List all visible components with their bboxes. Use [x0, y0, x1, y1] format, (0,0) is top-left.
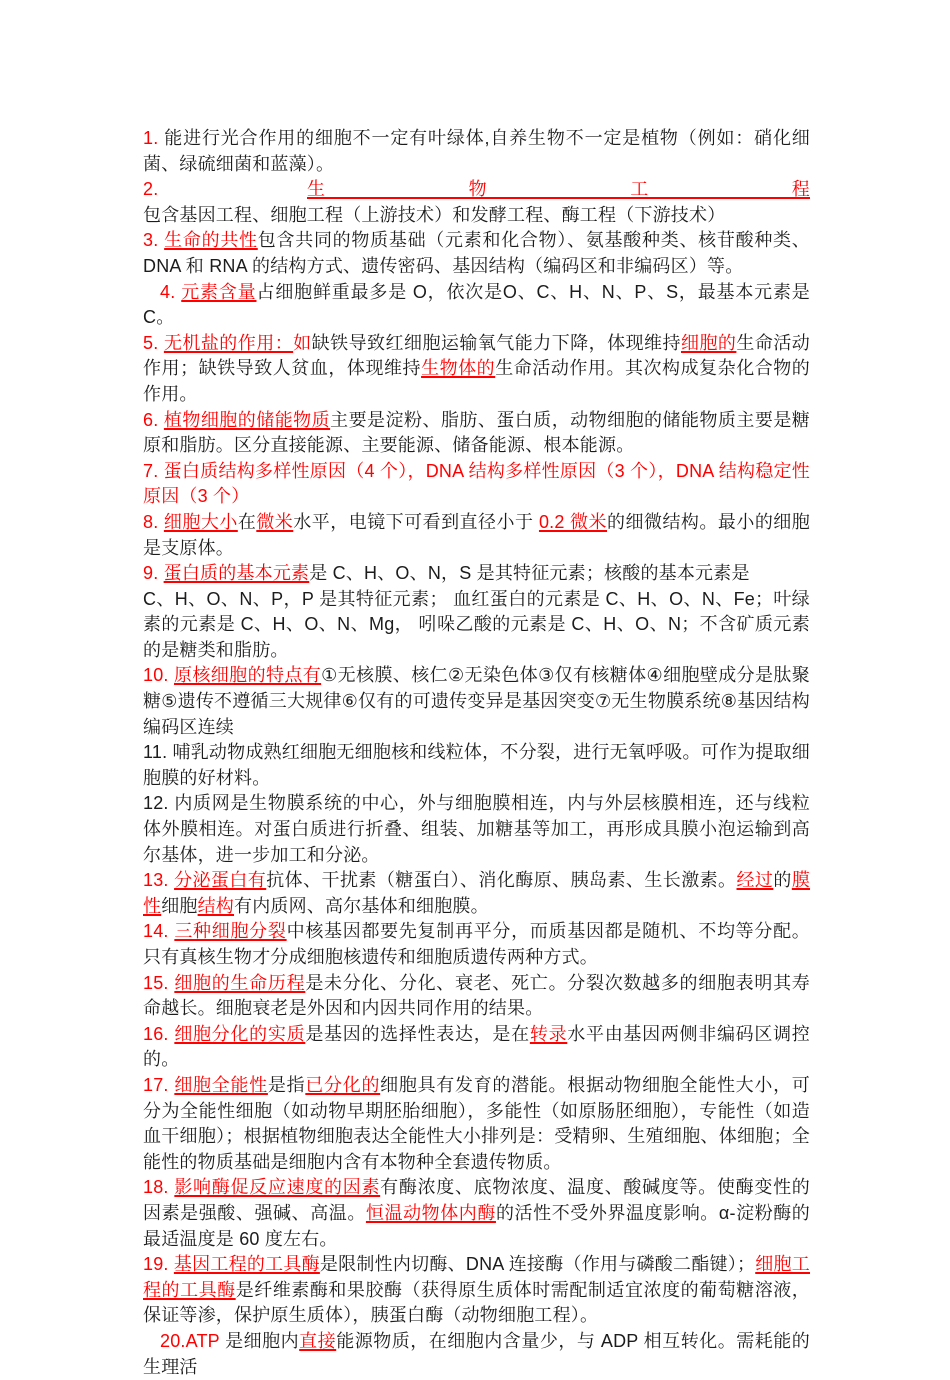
highlighted-term: 膜性	[143, 870, 811, 916]
item-16	[143, 1022, 810, 1073]
highlighted-term: 原核细胞的特点有	[174, 665, 322, 686]
item-6	[143, 408, 810, 459]
red-text: 3.	[143, 230, 165, 251]
body-text: 是 C、H、O、N，S 是其特征元素；核酸的基本元素是	[309, 563, 750, 584]
item-15	[143, 971, 810, 1022]
red-text: 10.	[143, 665, 175, 686]
highlighted-term: 结构	[197, 895, 235, 916]
body-text: 在	[237, 511, 257, 532]
body-text: 细胞	[161, 895, 198, 916]
body-text: 水平，电镜下可看到直径小于	[293, 511, 539, 532]
item-12	[143, 791, 810, 868]
highlighted-term: 植物细胞的储能物质	[163, 409, 331, 430]
item-8	[143, 510, 810, 561]
body-text: 能进行光合作用的细胞不一定有叶绿体,自养生物不一定是植物（例如：硝化细菌、绿硫细菌和蓝藻）。	[143, 128, 810, 174]
body-text: 主要是淀粉、脂肪、蛋白质，动物细胞的储能物质主要是糖原和脂肪。区分直接能源、主要能源、储备能源、根本能源。	[143, 409, 810, 456]
body-text: 缺铁导致红细胞运输氧气能力下降，体现维持	[311, 332, 681, 353]
highlighted-term: 三种细胞分裂	[174, 921, 287, 942]
body-text: 是指	[267, 1074, 306, 1095]
body-text: 包含基因工程、细胞工程（上游技术）和发酵工程、酶工程（下游技术）	[143, 204, 726, 225]
highlighted-term: 细胞大小	[163, 511, 238, 532]
highlighted-term: 无机盐的作用：	[163, 332, 294, 353]
item-2	[143, 177, 810, 228]
highlighted-term: 分泌蛋白有	[174, 870, 267, 891]
red-text: 如	[293, 332, 312, 353]
body-text: 是基因的选择性表达，是在	[305, 1023, 530, 1044]
red-text: 13.	[143, 870, 175, 891]
highlighted-term: 蛋白质的基本元素	[163, 563, 310, 584]
red-text: 19.	[143, 1254, 174, 1275]
body-text: 能源物质，在细胞内含量少，与 ADP 相互转化。需耗能的生理活	[143, 1330, 810, 1377]
body-text: 是未分化、分化、衰老、死亡。分裂次数越多的细胞表明其寿命越长。细胞衰老是外因和内因共同作用的结果。	[143, 972, 811, 1019]
body-text: 的活性不受外界温度影响。α-淀粉酶的最适温度是 60 度左右。	[143, 1202, 810, 1249]
highlighted-term: 生命的共性	[164, 230, 258, 251]
body-text: 12. 内质网是生物膜系统的中心，外与细胞膜相连，内与外层核膜相连，还与线粒体外膜相连。对蛋白质进行折叠、组装、加糖基等加工，再形成具膜小泡运输到高尔基体，进一步加工和分泌。	[143, 793, 810, 865]
body-text: 中核基因都要先复制再平分，而质基因都是随机、不均等分配。只有真核生物才分成细胞核遗传和细胞质遗传两种方式。	[143, 921, 810, 967]
red-text: 2.	[143, 179, 308, 200]
highlighted-term: 0.2 微米	[538, 511, 608, 532]
item-20	[143, 1329, 810, 1380]
body-text: 有酶浓度、底物浓度、温度、酸碱度等。使酶变性的因素是强酸、强碱、高温。	[143, 1177, 811, 1223]
highlighted-term: 微米	[256, 511, 294, 532]
item-19	[143, 1252, 810, 1329]
body-text: 生命活动作用。其次构成复杂化合物的作用。	[143, 358, 811, 404]
body-text: 有内质网、高尔基体和细胞膜。	[234, 895, 489, 916]
highlighted-term: 细胞的	[680, 332, 737, 353]
red-text: 17.	[143, 1074, 175, 1095]
item-18	[143, 1175, 810, 1252]
body-text: 是纤维素酶和果胶酶（获得原生质体时需配制适宜浓度的葡萄糖溶液，保证等渗，保护原生质体），胰蛋白酶（动物细胞工程）。	[143, 1279, 810, 1326]
body-text: 生命活动作用；缺铁导致人贫血，体现维持	[143, 332, 810, 379]
item-10	[143, 663, 810, 740]
red-text: 18.	[143, 1177, 175, 1198]
body-text: 的细微结构。最小的细胞是支原体。	[143, 511, 810, 558]
body-text: C、H、O、N、P，P 是其特征元素； 血红蛋白的元素是 C、H、O、N、Fe；叶绿素的元素是 C、H、O、N、Mg， 吲哚乙酸的元素是 C、H、O、N；不含矿质元素的是糖类和脂肪。	[143, 588, 810, 660]
red-text: 7. 蛋白质结构多样性原因（4 个），DNA 结构多样性原因（3 个），DNA 结构稳定性原因（3 个）	[143, 460, 810, 507]
highlighted-term: 生物体的	[421, 358, 496, 379]
item-1	[143, 126, 810, 177]
highlighted-term: 细胞分化的实质	[174, 1023, 306, 1044]
item-9	[143, 561, 810, 663]
item-3	[143, 228, 810, 279]
item-7	[143, 459, 810, 510]
body-text: 占细胞鲜重最多是 O，依次是O、C、H、N、P、S，最基本元素是 C。	[143, 281, 810, 328]
red-text: 8.	[143, 511, 164, 532]
highlighted-term: 元素含量	[181, 281, 257, 302]
highlighted-term: 细胞全能性	[174, 1074, 268, 1095]
item-4	[143, 280, 810, 331]
body-text: 细胞具有发育的潜能。根据动物细胞全能性大小，可分为全能性细胞（如动物早期胚胎细胞），多能性（如原肠胚细胞），专能性（如造血干细胞）；根据植物细胞表达全能性大小排列是：受精卵、生殖细胞、体细胞；全能性的物质基础是细胞内含有本物种全套遗传物质。	[143, 1074, 810, 1172]
body-text: 11. 哺乳动物成熟红细胞无细胞核和线粒体，不分裂，进行无氧呼吸。可作为提取细胞膜的好材料。	[143, 742, 810, 788]
highlighted-term: 已分化的	[305, 1074, 381, 1095]
red-text: 20.ATP	[160, 1330, 220, 1351]
highlighted-term: 细胞工程的工具酶	[143, 1254, 810, 1300]
red-text: 1.	[143, 128, 165, 148]
highlighted-term: 影响酶促反应速度的因素	[174, 1177, 381, 1198]
red-text: 16.	[143, 1023, 175, 1044]
highlighted-term: 经过	[736, 870, 774, 891]
highlighted-term: 生物工程	[307, 179, 810, 200]
item-5	[143, 331, 810, 408]
highlighted-term: 细胞的生命历程	[174, 972, 306, 993]
item-11	[143, 740, 810, 791]
body-text: 是限制性内切酶、DNA 连接酶（作用与磷酸二酯键）；	[319, 1254, 756, 1275]
red-text: 6.	[143, 409, 164, 430]
item-13	[143, 868, 810, 919]
body-text: 的	[773, 870, 792, 891]
item-14	[143, 919, 810, 970]
body-text: 抗体、干扰素（糖蛋白）、消化酶原、胰岛素、生长激素。	[266, 870, 737, 891]
red-text: 5.	[143, 332, 164, 353]
highlighted-term: 基因工程的工具酶	[173, 1254, 320, 1275]
red-text: 15.	[143, 972, 175, 993]
red-text: 14.	[143, 921, 175, 942]
body-text: ①无核膜、核仁②无染色体③仅有核糖体④细胞壁成分是肽聚糖⑤遗传不遵循三大规律⑥仅有的可遗传变异是基因突变⑦无生物膜系统⑧基因结构编码区连续	[143, 665, 810, 737]
red-text: 4.	[160, 281, 182, 302]
body-text: 水平由基因两侧非编码区调控的。	[143, 1023, 811, 1070]
item-17	[143, 1073, 810, 1175]
red-text: 9.	[143, 563, 164, 584]
highlighted-term: 转录	[529, 1023, 568, 1044]
highlighted-term: 恒温动物体内酶	[365, 1202, 496, 1223]
body-text: 是细胞内	[219, 1330, 300, 1351]
highlighted-term: 直接	[299, 1330, 337, 1351]
body-text: 包含共同的物质基础（元素和化合物）、氨基酸种类、核苷酸种类、DNA 和 RNA 的结构方式、遗传密码、基因结构（编码区和非编码区）等。	[143, 230, 810, 276]
